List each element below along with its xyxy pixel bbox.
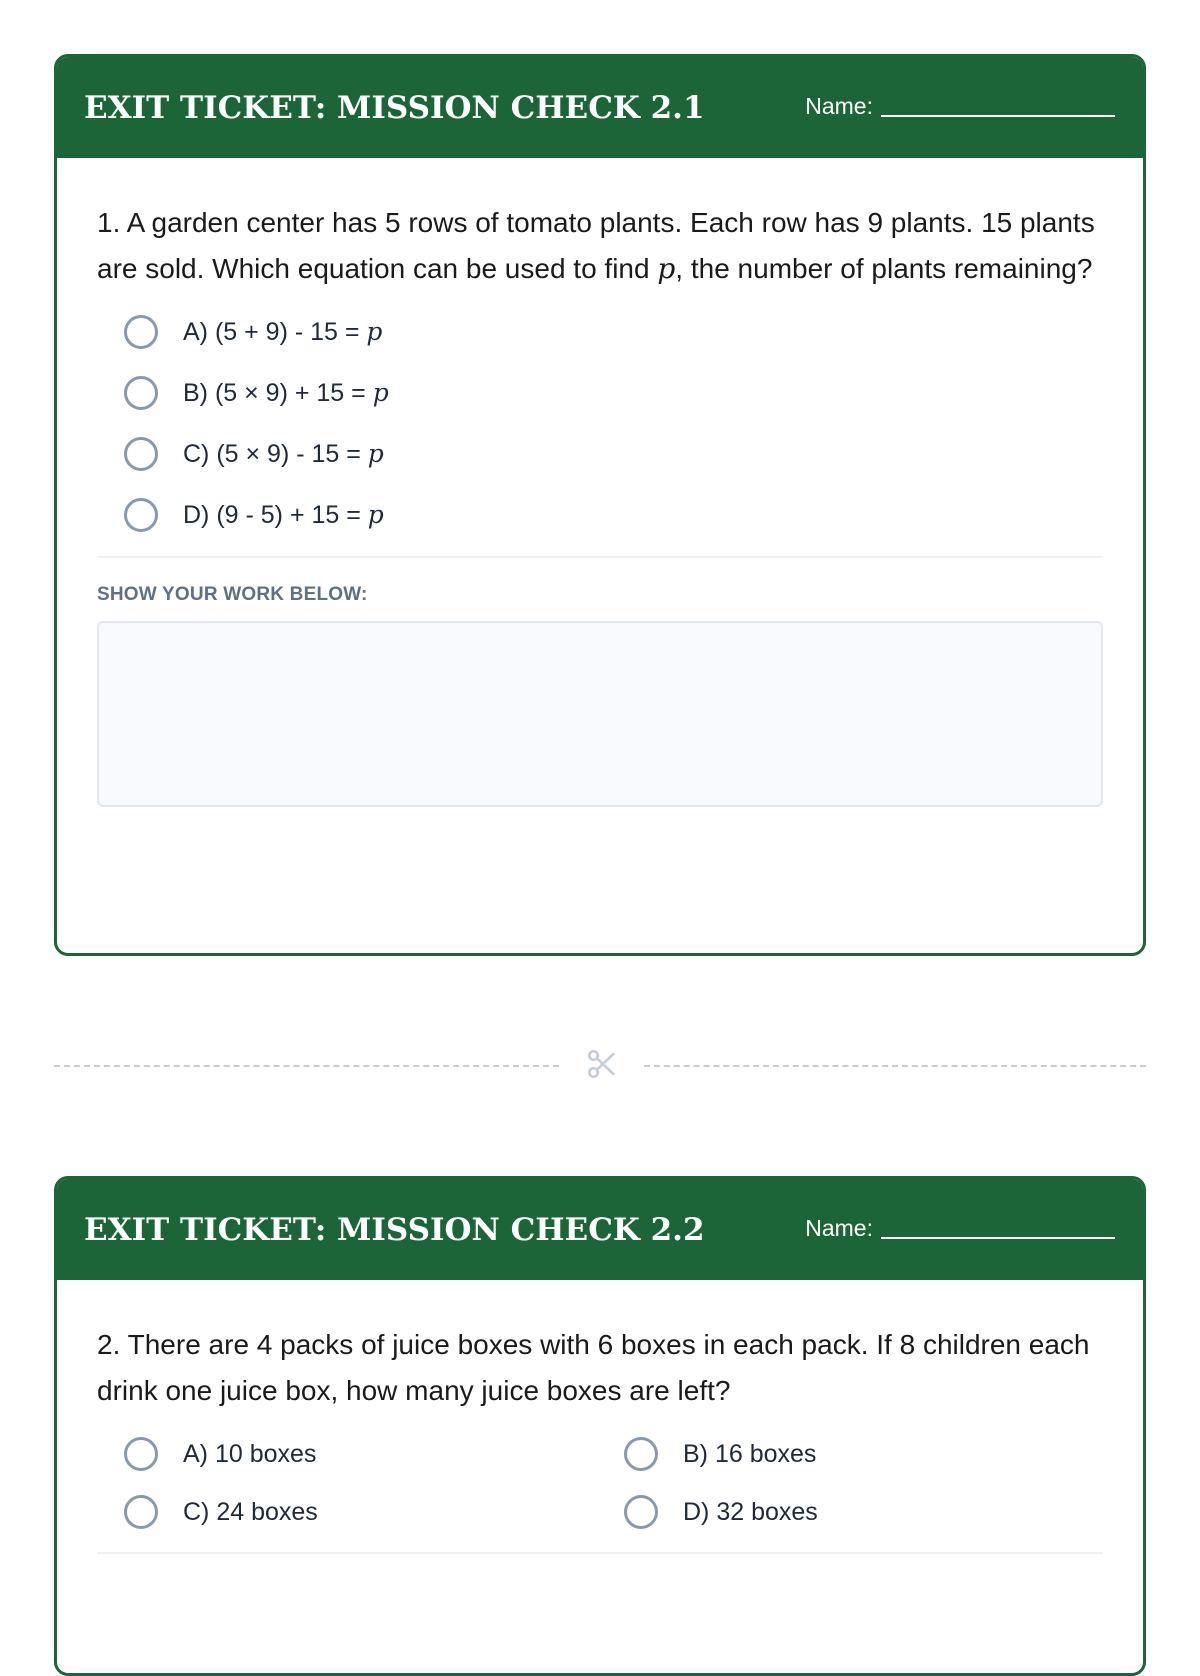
dashed-line-right (644, 1065, 1146, 1067)
radio-circle-icon[interactable] (124, 437, 158, 471)
option-b[interactable] (124, 373, 1103, 413)
option-c[interactable] (124, 434, 1103, 474)
name-blank-line[interactable] (881, 1237, 1115, 1239)
radio-circle-icon[interactable] (124, 376, 158, 410)
option-label: B) (5 × 9) + 15 = p (183, 378, 389, 407)
ticket-title: EXIT TICKET: MISSION CHECK 2.1 (84, 89, 705, 126)
option-b[interactable] (624, 1434, 1124, 1474)
question-text-part2: , the number of plants remaining? (675, 253, 1093, 284)
radio-circle-icon[interactable] (124, 498, 158, 532)
option-a[interactable] (124, 1434, 624, 1474)
option-label: B) 16 boxes (683, 1439, 817, 1468)
option-a[interactable] (124, 312, 1103, 352)
ticket-header (57, 1179, 1143, 1280)
cut-line (54, 1055, 1146, 1095)
option-d[interactable] (124, 495, 1103, 535)
option-label: A) 10 boxes (183, 1439, 317, 1468)
work-area[interactable] (97, 621, 1103, 807)
option-label: A) (5 + 9) - 15 = p (183, 317, 383, 346)
option-d[interactable] (624, 1492, 1124, 1532)
dashed-line-left (54, 1065, 559, 1067)
option-label: C) (5 × 9) - 15 = p (183, 439, 384, 468)
scissors-icon (585, 1047, 619, 1081)
option-label: D) (9 - 5) + 15 = p (183, 500, 384, 529)
option-c[interactable] (124, 1492, 624, 1532)
ticket-body (57, 158, 1143, 807)
name-label: Name: (805, 93, 873, 119)
section-divider (97, 1552, 1103, 1554)
section-divider (97, 556, 1103, 558)
ticket-title: EXIT TICKET: MISSION CHECK 2.2 (84, 1211, 705, 1248)
answer-options (97, 1434, 1103, 1532)
radio-circle-icon[interactable] (124, 315, 158, 349)
name-field[interactable] (805, 93, 1115, 120)
ticket-body (57, 1280, 1143, 1554)
radio-circle-icon[interactable] (624, 1437, 658, 1471)
radio-circle-icon[interactable] (624, 1495, 658, 1529)
exit-ticket-2-2 (54, 1176, 1146, 1676)
name-blank-line[interactable] (881, 115, 1115, 117)
question-text-part1: 1. A garden center has 5 rows of tomato plants. Each row has 9 plants. 15 plants are sold. Which equation can be used to find (97, 207, 1095, 284)
option-label: C) 24 boxes (183, 1497, 318, 1526)
question-text (97, 200, 1103, 292)
answer-options (97, 312, 1103, 535)
exit-ticket-2-1 (54, 54, 1146, 956)
question-text: 2. There are 4 packs of juice boxes with 6 boxes in each pack. If 8 children each drink one juice box, how many juice boxes are left? (97, 1329, 1090, 1406)
radio-circle-icon[interactable] (124, 1495, 158, 1529)
work-label: SHOW YOUR WORK BELOW: (97, 584, 368, 605)
name-field[interactable] (805, 1215, 1115, 1242)
option-label: D) 32 boxes (683, 1497, 818, 1526)
radio-circle-icon[interactable] (124, 1437, 158, 1471)
name-label: Name: (805, 1215, 873, 1241)
ticket-header (57, 57, 1143, 158)
question-variable: p (657, 252, 676, 285)
